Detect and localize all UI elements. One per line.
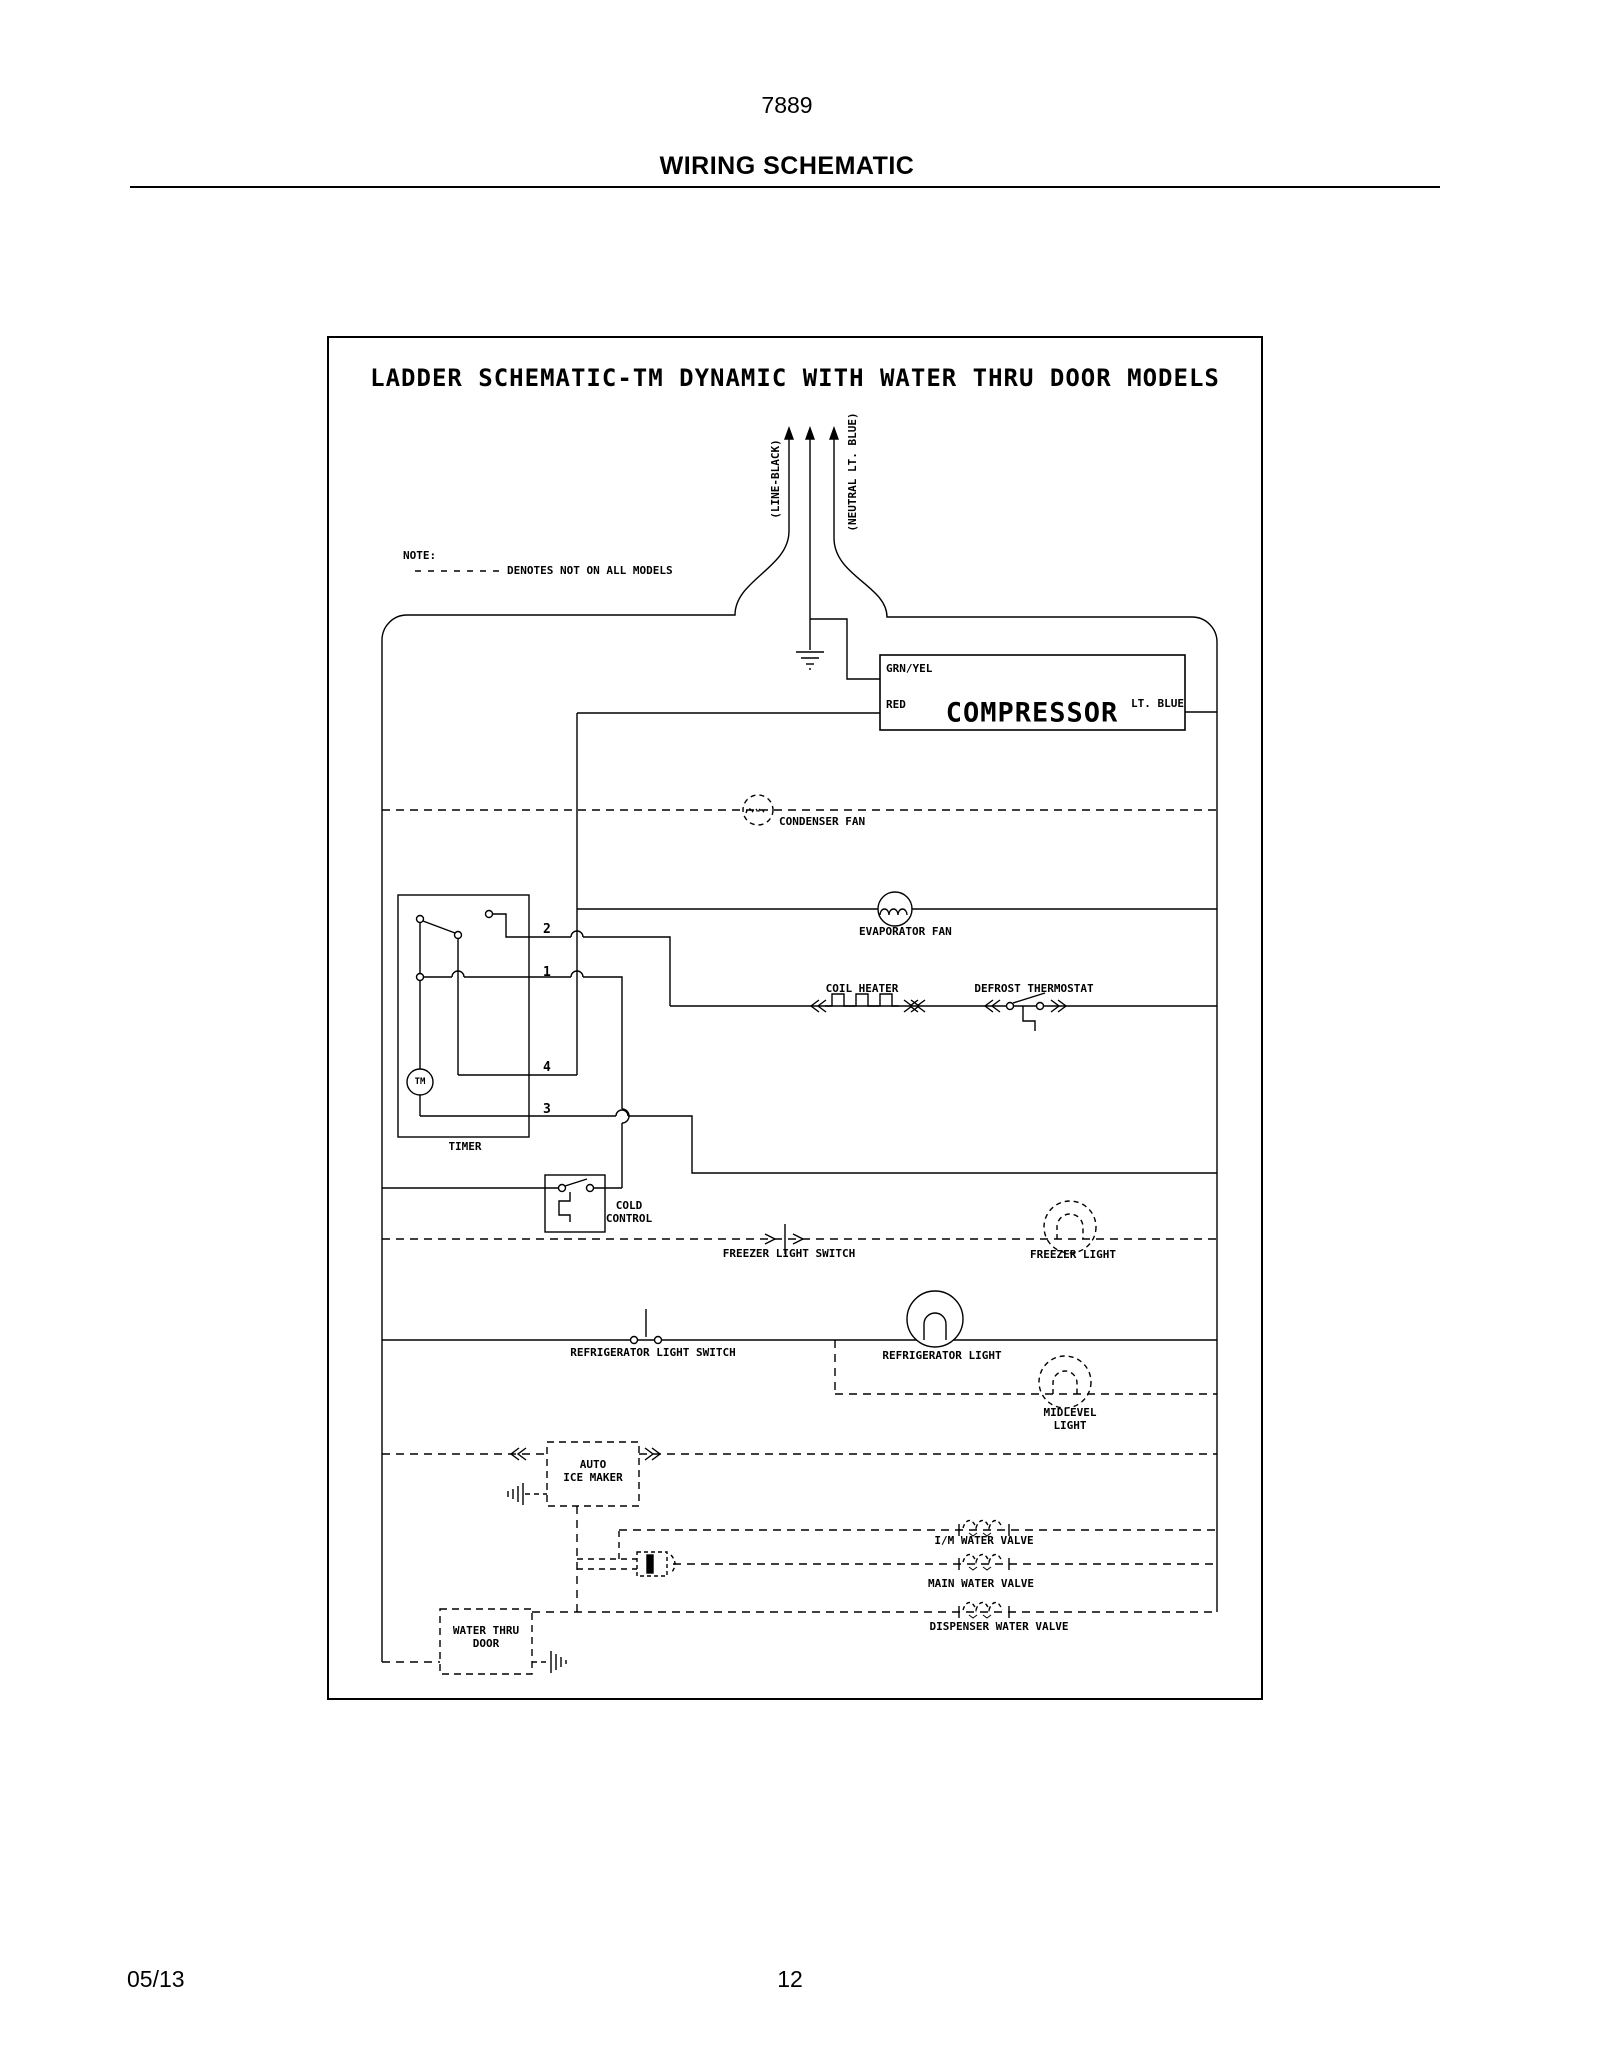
schematic-title: LADDER SCHEMATIC-TM DYNAMIC WITH WATER THRU DOOR MODELS — [370, 364, 1220, 392]
header-rule — [130, 186, 1440, 188]
midlevel-light-icon — [1039, 1356, 1091, 1408]
neutral-label: (NEUTRAL LT. BLUE) — [846, 412, 859, 532]
ice-maker-label-2: ICE MAKER — [563, 1471, 623, 1484]
midlevel-light-label-2: LIGHT — [1053, 1419, 1087, 1432]
note-text: DENOTES NOT ON ALL MODELS — [507, 564, 673, 577]
evaporator-fan-label: EVAPORATOR FAN — [859, 925, 952, 938]
defrost-thermostat-icon — [1007, 993, 1046, 1031]
condenser-fan-label: CONDENSER FAN — [779, 815, 866, 828]
ice-maker-label-1: AUTO — [579, 1458, 607, 1471]
midlevel-light-label-1: MIDLEVEL — [1043, 1406, 1097, 1419]
refrigerator-light-switch-label: REFRIGERATOR LIGHT SWITCH — [570, 1346, 736, 1359]
model-number: 7889 — [761, 92, 813, 118]
compressor-grnyel-label: GRN/YEL — [886, 662, 933, 675]
footer-date: 05/13 — [127, 1966, 185, 1992]
dispenser-water-valve-label: DISPENSER WATER VALVE — [929, 1620, 1069, 1633]
freezer-light-switch-label: FREEZER LIGHT SWITCH — [722, 1247, 856, 1260]
timer-terminal-4: 4 — [543, 1060, 551, 1075]
evaporator-fan-icon — [878, 892, 912, 926]
compressor-ltblue-label: LT. BLUE — [1131, 697, 1184, 710]
cold-control-label-1: COLD — [615, 1199, 643, 1212]
timer-terminal-3: 3 — [543, 1102, 551, 1117]
compressor-label: COMPRESSOR — [945, 697, 1119, 729]
freezer-light-label: FREEZER LIGHT — [1029, 1248, 1117, 1261]
main-water-valve-label: MAIN WATER VALVE — [928, 1577, 1034, 1590]
cold-control-icon — [559, 1179, 594, 1222]
cold-control-label-2: CONTROL — [605, 1212, 653, 1225]
ice-maker-ground-icon — [508, 1483, 547, 1505]
refrigerator-light-icon — [907, 1291, 963, 1347]
water-thru-door-label-2: DOOR — [472, 1637, 500, 1650]
refrigerator-light-switch-icon — [631, 1309, 662, 1344]
page-title: WIRING SCHEMATIC — [659, 152, 915, 180]
harness-connector-icon — [637, 1552, 675, 1576]
coil-heater-label: COIL HEATER — [825, 982, 899, 995]
defrost-thermostat-label: DEFROST THERMOSTAT — [974, 982, 1094, 995]
freezer-light-icon — [1044, 1201, 1096, 1253]
wtd-ground-icon — [551, 1651, 566, 1673]
note-label: NOTE: — [403, 549, 437, 562]
timer-label: TIMER — [448, 1140, 482, 1153]
water-thru-door-label-1: WATER THRU — [452, 1624, 520, 1637]
dispenser-water-valve-icon — [959, 1603, 1009, 1619]
coil-heater-icon — [825, 994, 899, 1006]
line-black-label: (LINE-BLACK) — [769, 439, 782, 519]
schematic-wiring — [329, 338, 1265, 1702]
ground-icon — [796, 652, 824, 669]
footer-page-number: 12 — [777, 1966, 803, 1992]
main-water-valve-icon — [959, 1555, 1009, 1571]
schematic-frame — [327, 336, 1263, 1700]
compressor-red-label: RED — [886, 698, 906, 711]
timer-box — [398, 895, 529, 1137]
timer-motor-label: TM — [414, 1077, 426, 1087]
timer-terminal-1: 1 — [543, 965, 551, 980]
im-water-valve-label: I/M WATER VALVE — [934, 1534, 1034, 1547]
timer-terminal-2: 2 — [543, 922, 551, 937]
refrigerator-light-label: REFRIGERATOR LIGHT — [882, 1349, 1002, 1362]
